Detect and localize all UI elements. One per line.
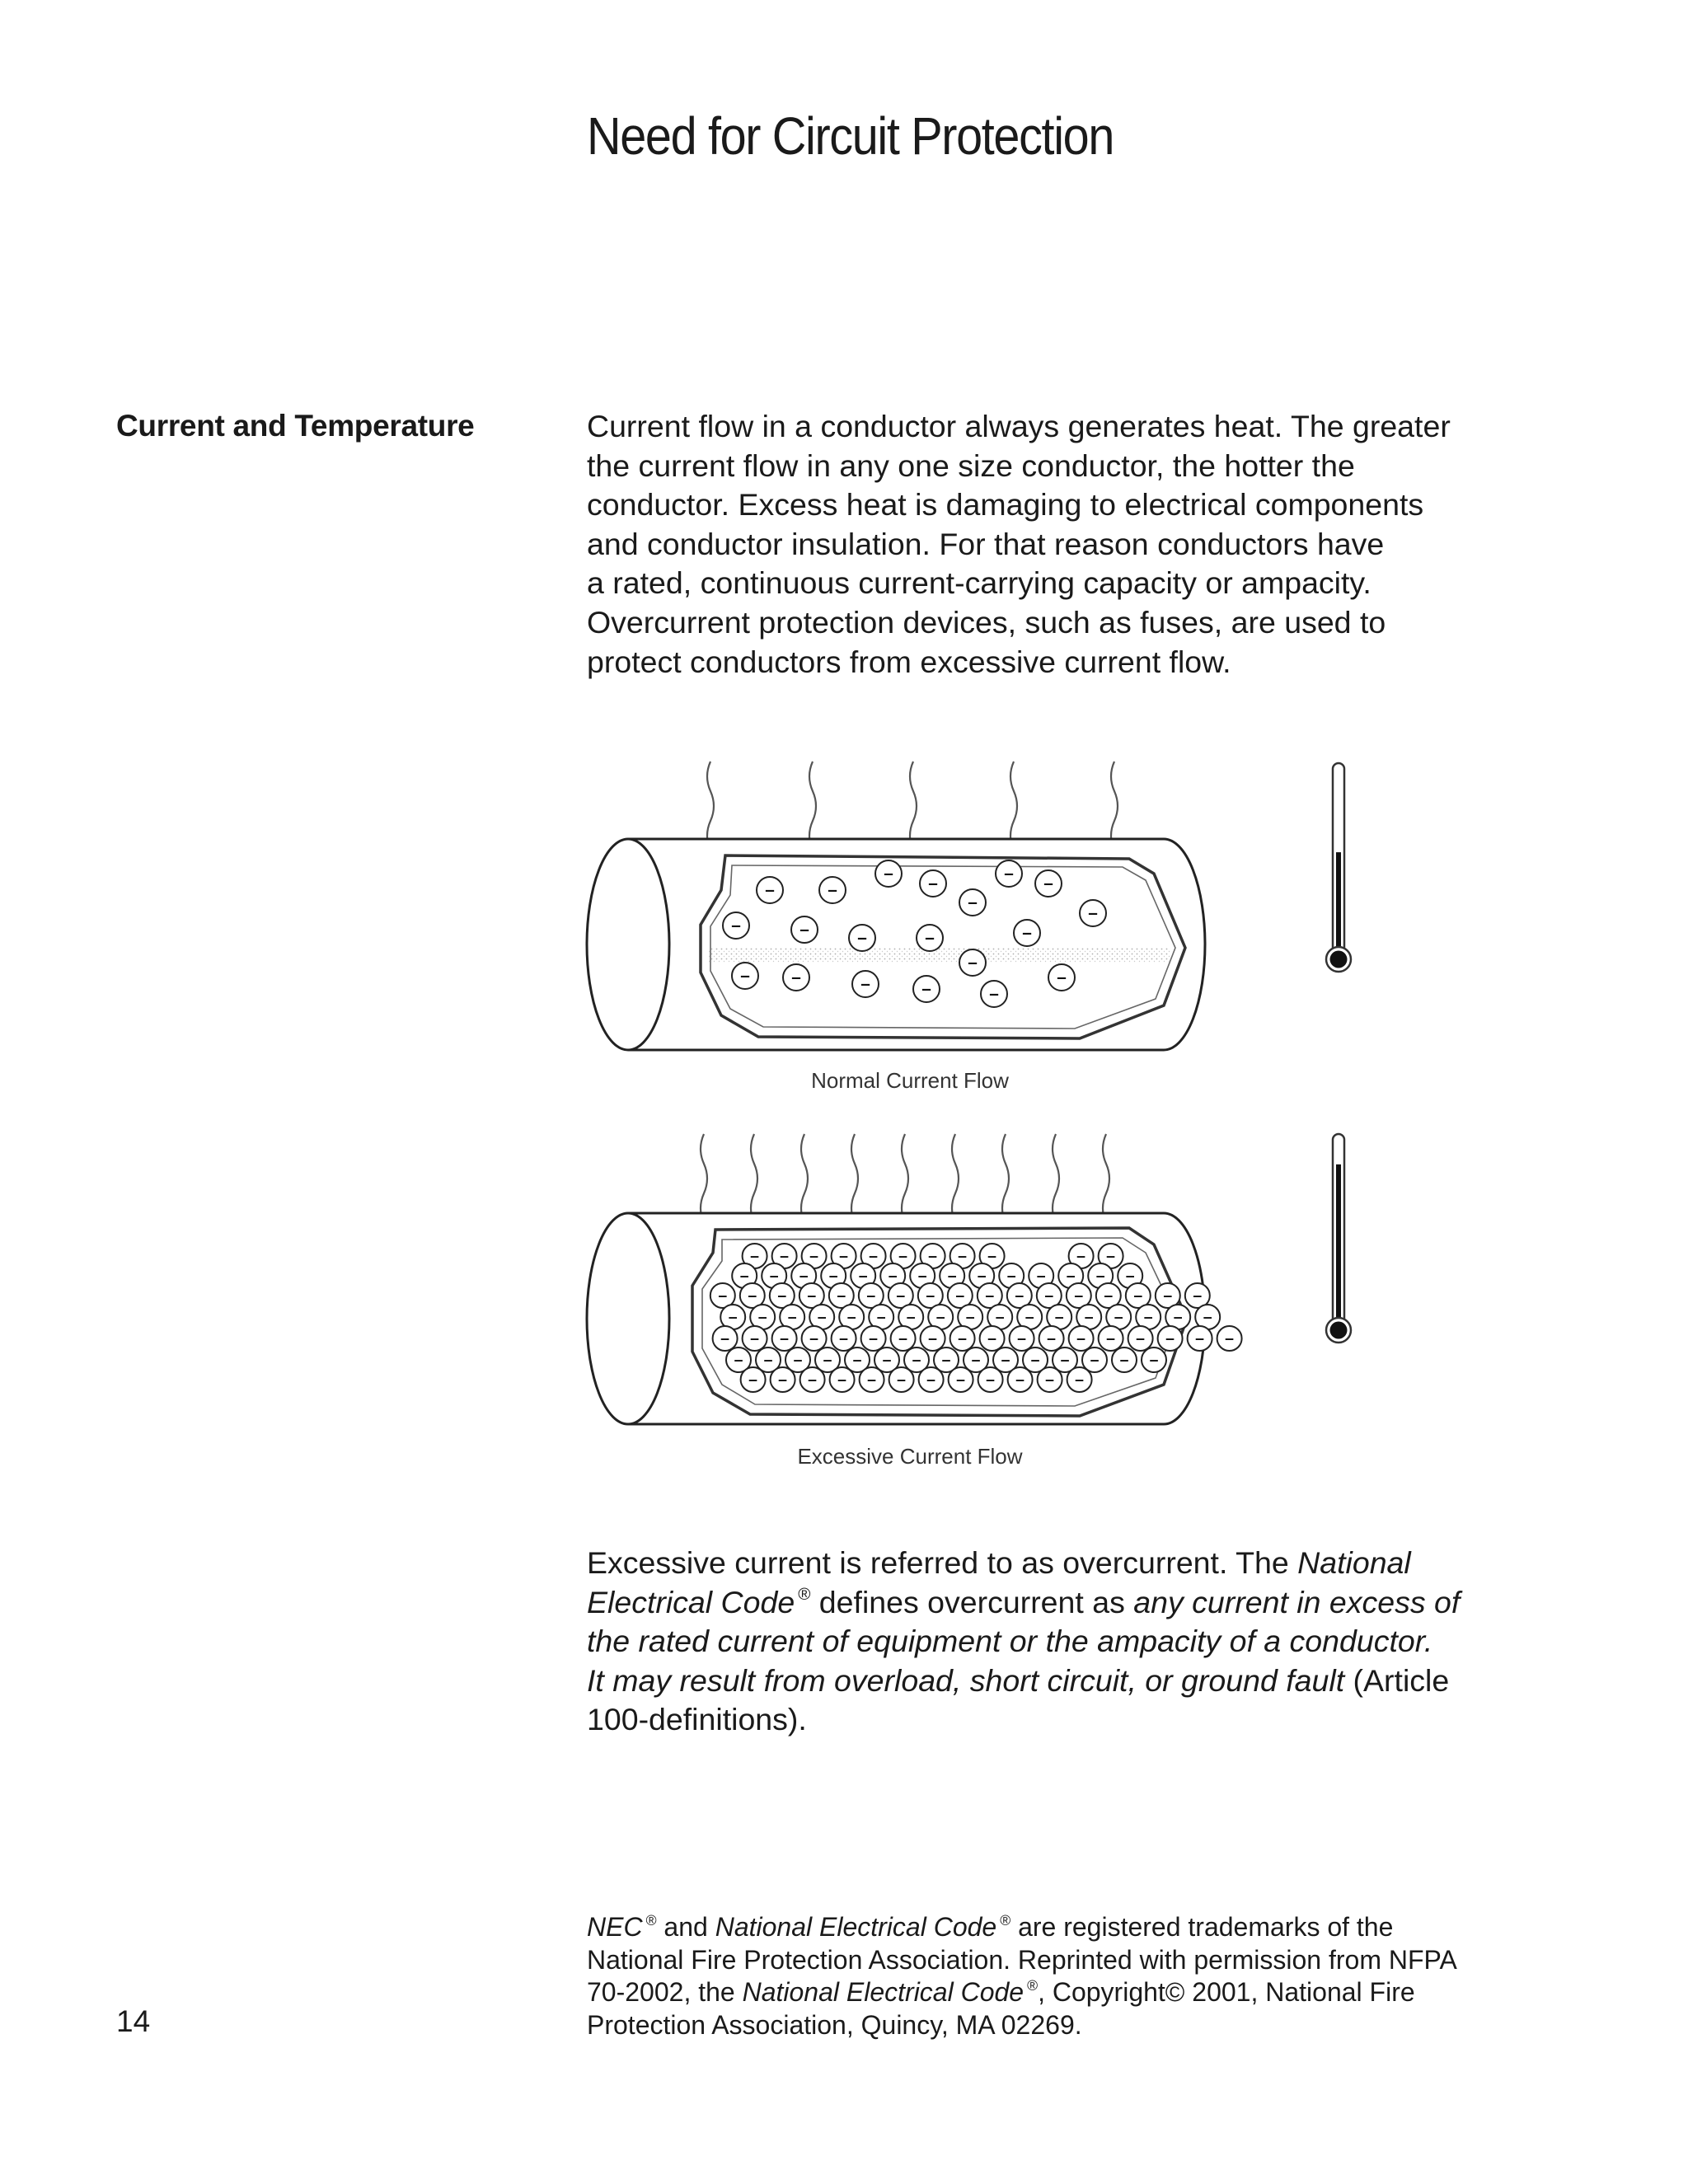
electron-minus-sign: – [837, 1286, 846, 1305]
electron-minus-sign: – [1017, 1329, 1027, 1348]
conductor-cylinder [587, 1213, 1242, 1424]
electron-minus-sign: – [809, 1247, 819, 1266]
electron-minus-sign: – [728, 1308, 738, 1327]
heat-wave [1010, 762, 1017, 851]
page-number: 14 [116, 2004, 151, 2038]
electron-minus-sign: – [858, 1267, 868, 1286]
heat-wave [1053, 1134, 1059, 1223]
electron-minus-sign: – [1114, 1308, 1123, 1327]
electron-minus-sign: – [1119, 1351, 1129, 1370]
electron-minus-sign: – [869, 1247, 879, 1266]
electron-minus-sign: – [763, 1351, 773, 1370]
electron-minus-sign: – [1125, 1267, 1135, 1286]
registered-mark: ® [1000, 1911, 1011, 1929]
heat-wave [910, 762, 917, 851]
electron-minus-sign: – [860, 974, 870, 994]
electron-minus-sign: – [876, 1308, 886, 1327]
electron-minus-sign: – [740, 966, 750, 986]
electron-minus-sign: – [734, 1351, 743, 1370]
text-run: and [656, 1912, 715, 1942]
electron-minus-sign: – [1043, 874, 1053, 893]
electron-minus-sign: – [958, 1329, 968, 1348]
electron-minus-sign: – [869, 1329, 879, 1348]
electron-minus-sign: – [1106, 1247, 1116, 1266]
electron-minus-sign: – [807, 1286, 817, 1305]
electron-minus-sign: – [808, 1371, 818, 1390]
footnote-line [587, 1911, 1543, 1944]
electron-minus-sign: – [947, 1267, 957, 1286]
conductor-end [587, 1213, 669, 1424]
electron-minus-sign: – [882, 1351, 892, 1370]
electron-minus-sign: – [748, 1286, 757, 1305]
stipple-shading [709, 948, 1170, 963]
paragraph-line: a rated, continuous current-carrying capacity or ampacity. [587, 565, 1372, 601]
electron-minus-sign: – [757, 1308, 767, 1327]
electron-minus-sign: – [1006, 1267, 1016, 1286]
electron-minus-sign: – [1076, 1329, 1086, 1348]
electron-minus-sign: – [1106, 1329, 1116, 1348]
paragraph-line: the current flow in any one size conductor, the hotter the [587, 448, 1355, 483]
electron-minus-sign: – [799, 1267, 809, 1286]
electron-minus-sign: – [1149, 1351, 1159, 1370]
electron-minus-sign: – [987, 1329, 997, 1348]
electron-minus-sign: – [739, 1267, 749, 1286]
electron-minus-sign: – [965, 1308, 975, 1327]
electron-minus-sign: – [896, 1286, 906, 1305]
electron-minus-sign: – [823, 1351, 832, 1370]
paragraph-line [587, 1661, 1543, 1701]
electron-minus-sign: – [1015, 1286, 1025, 1305]
electron-minus-sign: – [1047, 1329, 1057, 1348]
italic-run: National [1297, 1545, 1411, 1580]
electron-minus-sign: – [828, 880, 837, 900]
heat-wave [801, 1134, 808, 1223]
footnote-line: Protection Association, Quincy, MA 02269. [587, 2009, 1082, 2040]
thermometer-mercury [1336, 852, 1341, 959]
paragraph-line: Current flow in a conductor always generates heat. The greater [587, 409, 1451, 443]
electron-minus-sign: – [1015, 1371, 1025, 1390]
conductor-cylinder [587, 839, 1205, 1050]
paragraph-line: and conductor insulation. For that reason conductors have [587, 526, 1385, 561]
text-run: , Copyright© 2001, National Fire [1038, 1977, 1415, 2007]
heat-wave-lines [707, 762, 1118, 851]
trademark-footnote [587, 1911, 1543, 2041]
electron-minus-sign: – [1044, 1286, 1054, 1305]
electron-minus-sign: – [777, 1286, 787, 1305]
electron-minus-sign: – [1163, 1286, 1173, 1305]
electron-minus-sign: – [852, 1351, 862, 1370]
heat-wave [902, 1134, 908, 1223]
electron-minus-sign: – [750, 1247, 760, 1266]
electron-minus-sign: – [720, 1329, 730, 1348]
electron-minus-sign: – [935, 1308, 945, 1327]
electron-minus-sign: – [985, 1286, 995, 1305]
electron-minus-sign: – [780, 1247, 790, 1266]
electron-minus-sign: – [941, 1351, 951, 1370]
electron-minus-sign: – [912, 1351, 921, 1370]
electron-minus-sign: – [921, 979, 931, 999]
italic-run: NEC [587, 1912, 643, 1942]
electron-minus-sign: – [1057, 968, 1067, 987]
electron-minus-sign: – [765, 880, 775, 900]
italic-run: National Electrical Code [715, 1912, 997, 1942]
electron-minus-sign: – [1076, 1247, 1086, 1266]
electron-minus-sign: – [837, 1371, 847, 1390]
intro-paragraph [587, 407, 1543, 682]
electron-minus-sign: – [1104, 1286, 1114, 1305]
electron-minus-sign: – [778, 1371, 788, 1390]
heat-wave [1111, 762, 1118, 851]
heat-wave [809, 762, 816, 851]
electron-minus-sign: – [986, 1371, 996, 1390]
paragraph-line [587, 1622, 1543, 1661]
electron-minus-sign: – [857, 928, 867, 948]
electron-minus-sign: – [926, 1286, 935, 1305]
electron-minus-sign: – [1022, 923, 1032, 943]
electron-minus-sign: – [839, 1329, 849, 1348]
electron-minus-sign: – [1084, 1308, 1094, 1327]
electron-minus-sign: – [1095, 1267, 1105, 1286]
electron-minus-sign: – [1074, 1286, 1084, 1305]
electron-minus-sign: – [968, 893, 978, 912]
footnote-line [587, 1976, 1543, 2009]
heat-wave-lines [701, 1134, 1109, 1223]
electron-minus-sign: – [769, 1267, 779, 1286]
paragraph-line [587, 1544, 1543, 1583]
electron-minus-sign: – [1060, 1351, 1070, 1370]
paragraph-line: protect conductors from excessive current flow. [587, 644, 1231, 679]
electron-minus-sign: – [995, 1308, 1005, 1327]
registered-mark: ® [798, 1585, 811, 1605]
electron-minus-sign: – [1054, 1308, 1064, 1327]
electron-minus-sign: – [809, 1329, 819, 1348]
electron-minus-sign: – [867, 1371, 877, 1390]
italic-run: the rated current of equipment or the ampacity of a conductor. [587, 1624, 1433, 1659]
electron-minus-sign: – [928, 1329, 938, 1348]
italic-run: Electrical Code [587, 1584, 795, 1619]
electron-minus-sign: – [1088, 903, 1098, 923]
normal-flow-caption: Normal Current Flow [811, 1068, 1009, 1093]
normal-thermometer [1326, 763, 1351, 972]
paragraph-line: 100-definitions). [587, 1702, 807, 1737]
normal-flow-illustration [587, 762, 1351, 1093]
electron-minus-sign: – [839, 1247, 849, 1266]
heat-wave [1002, 1134, 1009, 1223]
electron-minus-sign: – [917, 1267, 927, 1286]
electron-minus-sign: – [791, 968, 801, 987]
section-heading: Current and Temperature [116, 409, 475, 443]
electron-minus-sign: – [1195, 1329, 1205, 1348]
electron-minus-sign: – [926, 1371, 936, 1390]
italic-run: any current in excess of [1133, 1584, 1461, 1619]
electron-minus-sign: – [958, 1247, 968, 1266]
electron-minus-sign: – [956, 1371, 966, 1390]
electron-minus-sign: – [1225, 1329, 1235, 1348]
text-run: (Article [1344, 1662, 1450, 1698]
electron-minus-sign: – [989, 984, 999, 1004]
electron-minus-sign: – [1165, 1329, 1175, 1348]
electron-minus-sign: – [898, 1329, 908, 1348]
current-flow-figure [577, 750, 1401, 1475]
electron-minus-sign: – [1173, 1308, 1183, 1327]
registered-mark: ® [1027, 1976, 1039, 1994]
electron-minus-sign: – [828, 1267, 838, 1286]
overcurrent-definition-paragraph [587, 1544, 1543, 1740]
electron-minus-sign: – [718, 1286, 728, 1305]
electron-minus-sign: – [750, 1329, 760, 1348]
thermometer-mercury [1336, 1165, 1341, 1330]
electron-minus-sign: – [955, 1286, 965, 1305]
electron-minus-sign: – [1133, 1286, 1143, 1305]
electron-minus-sign: – [898, 1247, 908, 1266]
paragraph-line: Overcurrent protection devices, such as fuses, are used to [587, 604, 1386, 640]
electron-minus-sign: – [897, 1371, 907, 1390]
thermometer-bulb-fill [1330, 1322, 1348, 1339]
electron-minus-sign: – [1090, 1351, 1100, 1370]
electron-minus-sign: – [748, 1371, 758, 1390]
text-run: defines overcurrent as [810, 1584, 1134, 1619]
excessive-flow-caption: Excessive Current Flow [797, 1444, 1023, 1469]
electron-minus-sign: – [866, 1286, 876, 1305]
text-run: 70-2002, the [587, 1977, 743, 2007]
text-run: Excessive current is referred to as overcurrent. The [587, 1545, 1298, 1580]
electron-minus-sign: – [928, 874, 938, 893]
page-title: Need for Circuit Protection [587, 106, 1114, 166]
electron-minus-sign: – [1075, 1371, 1085, 1390]
electron-minus-sign: – [925, 928, 935, 948]
electron-minus-sign: – [846, 1308, 856, 1327]
paragraph-line: conductor. Excess heat is damaging to electrical components [587, 487, 1424, 523]
electron-minus-sign: – [793, 1351, 803, 1370]
electron-minus-sign: – [1004, 864, 1014, 883]
electron-minus-sign: – [780, 1329, 790, 1348]
electron-minus-sign: – [884, 864, 893, 883]
electron-minus-sign: – [1143, 1308, 1153, 1327]
electron-minus-sign: – [1045, 1371, 1055, 1390]
heat-wave [751, 1134, 757, 1223]
heat-wave [952, 1134, 959, 1223]
electron-minus-sign: – [1001, 1351, 1010, 1370]
heat-wave [1103, 1134, 1109, 1223]
electron-minus-sign: – [787, 1308, 797, 1327]
text-run: are registered trademarks of the [1010, 1912, 1394, 1942]
thermometer-bulb-fill [1330, 951, 1348, 968]
electron-minus-sign: – [817, 1308, 827, 1327]
heat-wave [701, 1134, 707, 1223]
italic-run: National Electrical Code [742, 1977, 1025, 2007]
registered-mark: ® [645, 1911, 657, 1929]
electron-minus-sign: – [1066, 1267, 1076, 1286]
electron-minus-sign: – [977, 1267, 987, 1286]
electron-minus-sign: – [731, 916, 741, 935]
heat-wave [707, 762, 714, 851]
electron-minus-sign: – [1203, 1308, 1212, 1327]
paragraph-line [587, 1583, 1543, 1623]
electron-minus-sign: – [1136, 1329, 1146, 1348]
electron-minus-sign: – [971, 1351, 981, 1370]
excessive-thermometer [1326, 1134, 1351, 1343]
electron-minus-sign: – [1193, 1286, 1203, 1305]
heat-wave [851, 1134, 858, 1223]
electron-minus-sign: – [1025, 1308, 1034, 1327]
electron-minus-sign: – [968, 953, 978, 972]
italic-run: It may result from overload, short circuit, or ground fault [587, 1662, 1345, 1698]
electron-minus-sign: – [928, 1247, 938, 1266]
electron-minus-sign: – [906, 1308, 916, 1327]
excessive-flow-illustration [587, 1134, 1351, 1469]
electron-minus-sign: – [888, 1267, 898, 1286]
electron-minus-sign: – [987, 1247, 997, 1266]
electron-minus-sign: – [1030, 1351, 1040, 1370]
electron-minus-sign: – [1036, 1267, 1046, 1286]
conductor-end [587, 839, 669, 1050]
footnote-line: National Fire Protection Association. Reprinted with permission from NFPA [587, 1944, 1457, 1975]
electron-minus-sign: – [799, 920, 809, 940]
